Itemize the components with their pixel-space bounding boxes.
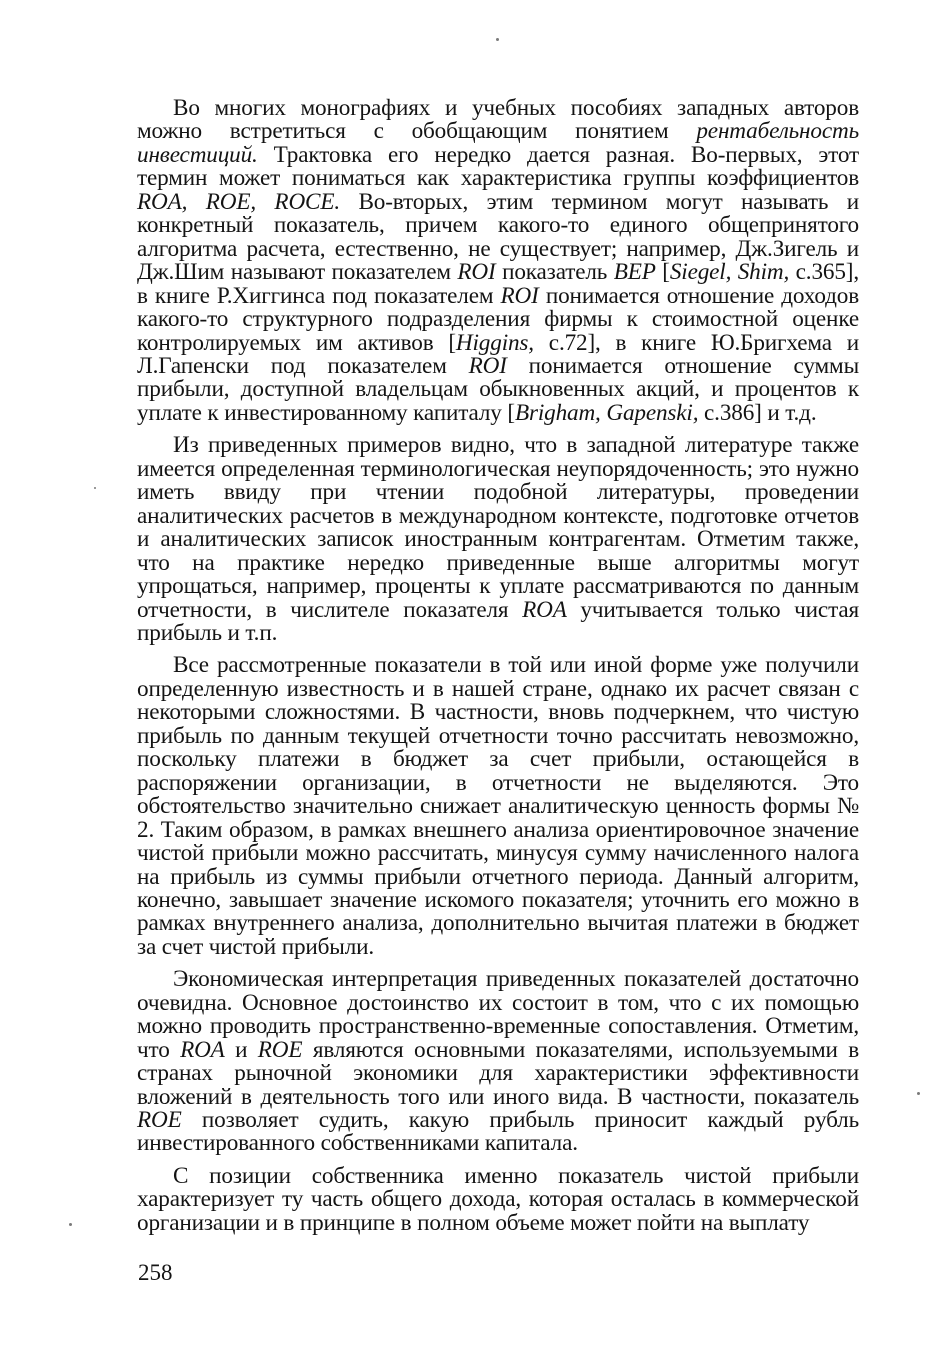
text-run: с.72], в книге Ю.Бригхема и Л.Гапенски под показателем	[137, 329, 859, 379]
italic-run: ROA	[522, 596, 567, 623]
text-run: С позиции собственника именно показатель чистой прибыли характеризует ту часть общего дохода, которая осталась в коммерческой организации и в принципе в полном объеме может пойти на выплату	[137, 1162, 859, 1236]
text-run: и	[224, 1036, 258, 1063]
paragraph-p1	[137, 97, 859, 425]
text-run: Экономическая интерпретация приведенных показателей достаточно очевидна. Основное достоинство их состоит в том, что с их помощью можно проводить пространственно-временные сопоставления. Отметим, что	[137, 966, 859, 1063]
italic-run: ROA	[180, 1036, 225, 1063]
paragraph-p5	[137, 1162, 859, 1236]
text-run: позволяет судить, какую прибыль приносит каждый рубль инвестированного собственниками капитала.	[137, 1107, 859, 1157]
italic-run: Brigham, Gapenski,	[514, 399, 699, 426]
italic-run: Higgins,	[455, 329, 534, 356]
text-run: учитывается только чистая прибыль и т.п.	[137, 596, 859, 646]
italic-run: BEP	[613, 259, 656, 286]
text-run: Все рассмотренные показатели в той или иной форме уже получили определенную известность и в нашей стране, однако их расчет связан с некоторыми сложностями. В частности, вновь подчеркнем, что чистую прибыль по данным текущей отчетности точно рассчитать невозможно, поскольку платежи в бюджет за счет прибыли, остающейся в распоряжении организации, в отчетности не выделяются. Это обстоятельство значительно снижает аналитическую ценность формы № 2. Таким образом, в рамках внешнего анализа ориентировочное значение чистой прибыли можно рассчитать, минусуя сумму начисленного налога на прибыль из суммы прибыли отчетного периода. Данный алгоритм, конечно, завышает значение искомого показателя; уточнить его можно в рамках внутреннего анализа, дополнительно вычитая платежи в бюджет за счет чистой прибыли.	[137, 652, 859, 960]
body-text	[137, 97, 859, 1244]
text-run: Во многих монографиях и учебных пособиях западных авторов можно встретиться с обобщающим понятием	[137, 95, 859, 145]
text-run: с.386] и т.д.	[698, 399, 817, 426]
italic-run: ROA, ROE, ROCE.	[137, 188, 341, 215]
italic-run: ROI	[468, 352, 507, 379]
italic-run: ROI	[500, 282, 539, 309]
text-run: являются основными показателями, используемыми в странах рыночной экономики для характеристики эффективности вложений в деятельность того или иного вида. В частности, показатель	[137, 1036, 860, 1110]
text-run: Во-вторых, этим термином могут называть и конкретный показатель, причем какого-то единого общепринятого алгоритма расчета, естественно, не существует; например, Дж.Зигель и Дж.Шим называют показателем	[137, 188, 860, 286]
paragraph-p3	[137, 654, 859, 959]
text-run: [	[655, 259, 670, 286]
text-run: Из приведенных примеров видно, что в западной литературе также имеется определенная терминологическая неупорядоченность; это нужно иметь ввиду при чтении подобной литературы, проведении аналитических расчетов в международном контексте, подготовке отчетов и аналитических записок иностранным контрагентам. Отметим также, что на практике нередко приведенные выше алгоритмы могут упрощаться, например, проценты к уплате рассматриваются по данным отчетности, в числителе показателя	[137, 432, 859, 623]
scan-speck	[917, 1092, 920, 1095]
text-run: показатель	[495, 259, 614, 286]
paragraph-p2	[137, 434, 859, 645]
text-run: Трактовка его нередко дается разная. Во-первых, этот термин может пониматься как характеристика группы коэффициентов	[137, 141, 859, 192]
italic-run: ROI	[457, 259, 496, 286]
scan-speck	[496, 38, 499, 41]
scan-speck	[94, 487, 96, 489]
paragraph-p4	[137, 968, 859, 1156]
italic-run: ROE	[137, 1107, 182, 1134]
text-run: с.365], в книге Р.Хиггинса под показателем	[137, 259, 859, 309]
page-number: 258	[138, 1260, 173, 1285]
italic-run: Siegel, Shim,	[669, 259, 790, 286]
text-run: понимается отношение суммы прибыли, доступной владельцам обыкновенных акций, и процентов к уплате к инвестированному капиталу [	[137, 352, 860, 426]
scan-speck	[69, 1223, 72, 1226]
italic-run: ROE	[257, 1036, 303, 1063]
text-run: понимается отношение доходов какого-то структурного подразделения фирмы к стоимостной оценке контролируемых им активов [	[137, 282, 859, 356]
italic-run: рентабельность инвестиций.	[137, 118, 859, 168]
